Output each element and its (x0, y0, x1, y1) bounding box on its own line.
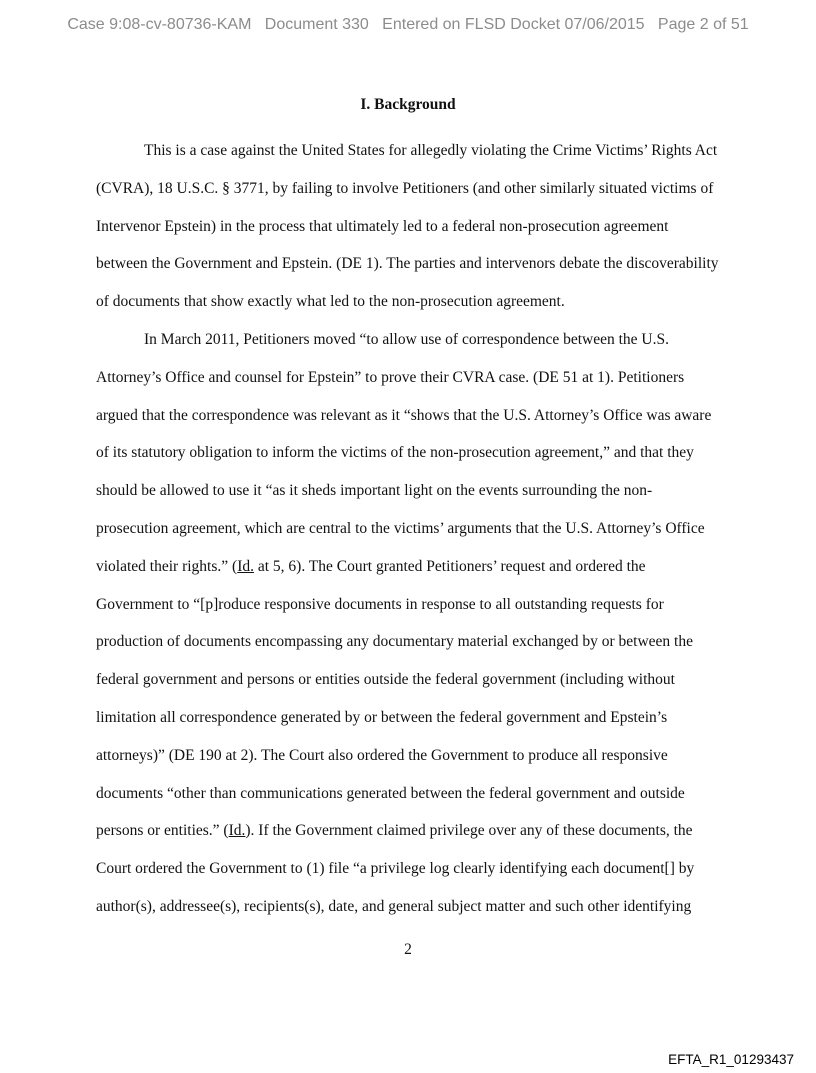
id-citation: Id. (237, 557, 254, 575)
paragraph-2 (96, 321, 722, 926)
section-heading: I. Background (360, 96, 456, 113)
paragraph-2-part-b: at 5, 6). The Court granted Petitioners’ request and ordered the Government to “[p]roduce responsive documents in response to all outstanding requests for production of documents encompassing any documentary material exchanged by or between the federal government and persons or entities outside the federal government (including without limitation all correspondence generated by or between the federal government and Epstein’s attorneys)” (DE 190 at 2). The Court also ordered the Government to produce all responsive documents “other than communications generated between the federal government and outside persons or entities.” ( (96, 557, 693, 840)
document-body (96, 132, 722, 926)
header-entered: Entered on FLSD Docket 07/06/2015 (382, 16, 645, 33)
header-document-number: Document 330 (264, 16, 369, 33)
header-case-number: Case 9:08-cv-80736-KAM (67, 16, 252, 33)
paragraph-2-part-c: ). If the Government claimed privilege over any of these documents, the Court ordered the Government to (1) file “a privilege log clearly identifying each document[] by author(s), addressee(s), recipients(s), date, and general subject matter and such other identifying (96, 822, 695, 915)
page-number: 2 (404, 941, 412, 958)
id-citation: Id. (228, 822, 246, 840)
header-page: Page 2 of 51 (657, 16, 749, 33)
paragraph-2-part-a: In March 2011, Petitioners moved “to allow use of correspondence between the U.S. Attorney’s Office and counsel for Epstein” to prove their CVRA case. (DE 51 at 1). Petitioners argued that the correspondence was relevant as it “shows that the U.S. Attorney’s Office was aware of its statutory obligation to inform the victims of the non-prosecution agreement,” and that they should be allowed to use it “as it sheds important light on the events surrounding the non-prosecution agreement, which are central to the victims’ arguments that the U.S. Attorney’s Office violated their rights.” ( (96, 330, 712, 575)
paragraph-1: This is a case against the United States for allegedly violating the Crime Victims’ Rights Act (CVRA), 18 U.S.C. § 3771, by failing to involve Petitioners (and other similarly situated victims of Intervenor Epstein) in the process that ultimately led to a federal non-prosecution agreement between the Government and Epstein. (DE 1). The parties and intervenors debate the discoverability of documents that show exactly what led to the non-prosecution agreement. (96, 142, 719, 311)
bates-stamp: EFTA_R1_01293437 (668, 1052, 794, 1067)
docket-header (0, 16, 816, 34)
